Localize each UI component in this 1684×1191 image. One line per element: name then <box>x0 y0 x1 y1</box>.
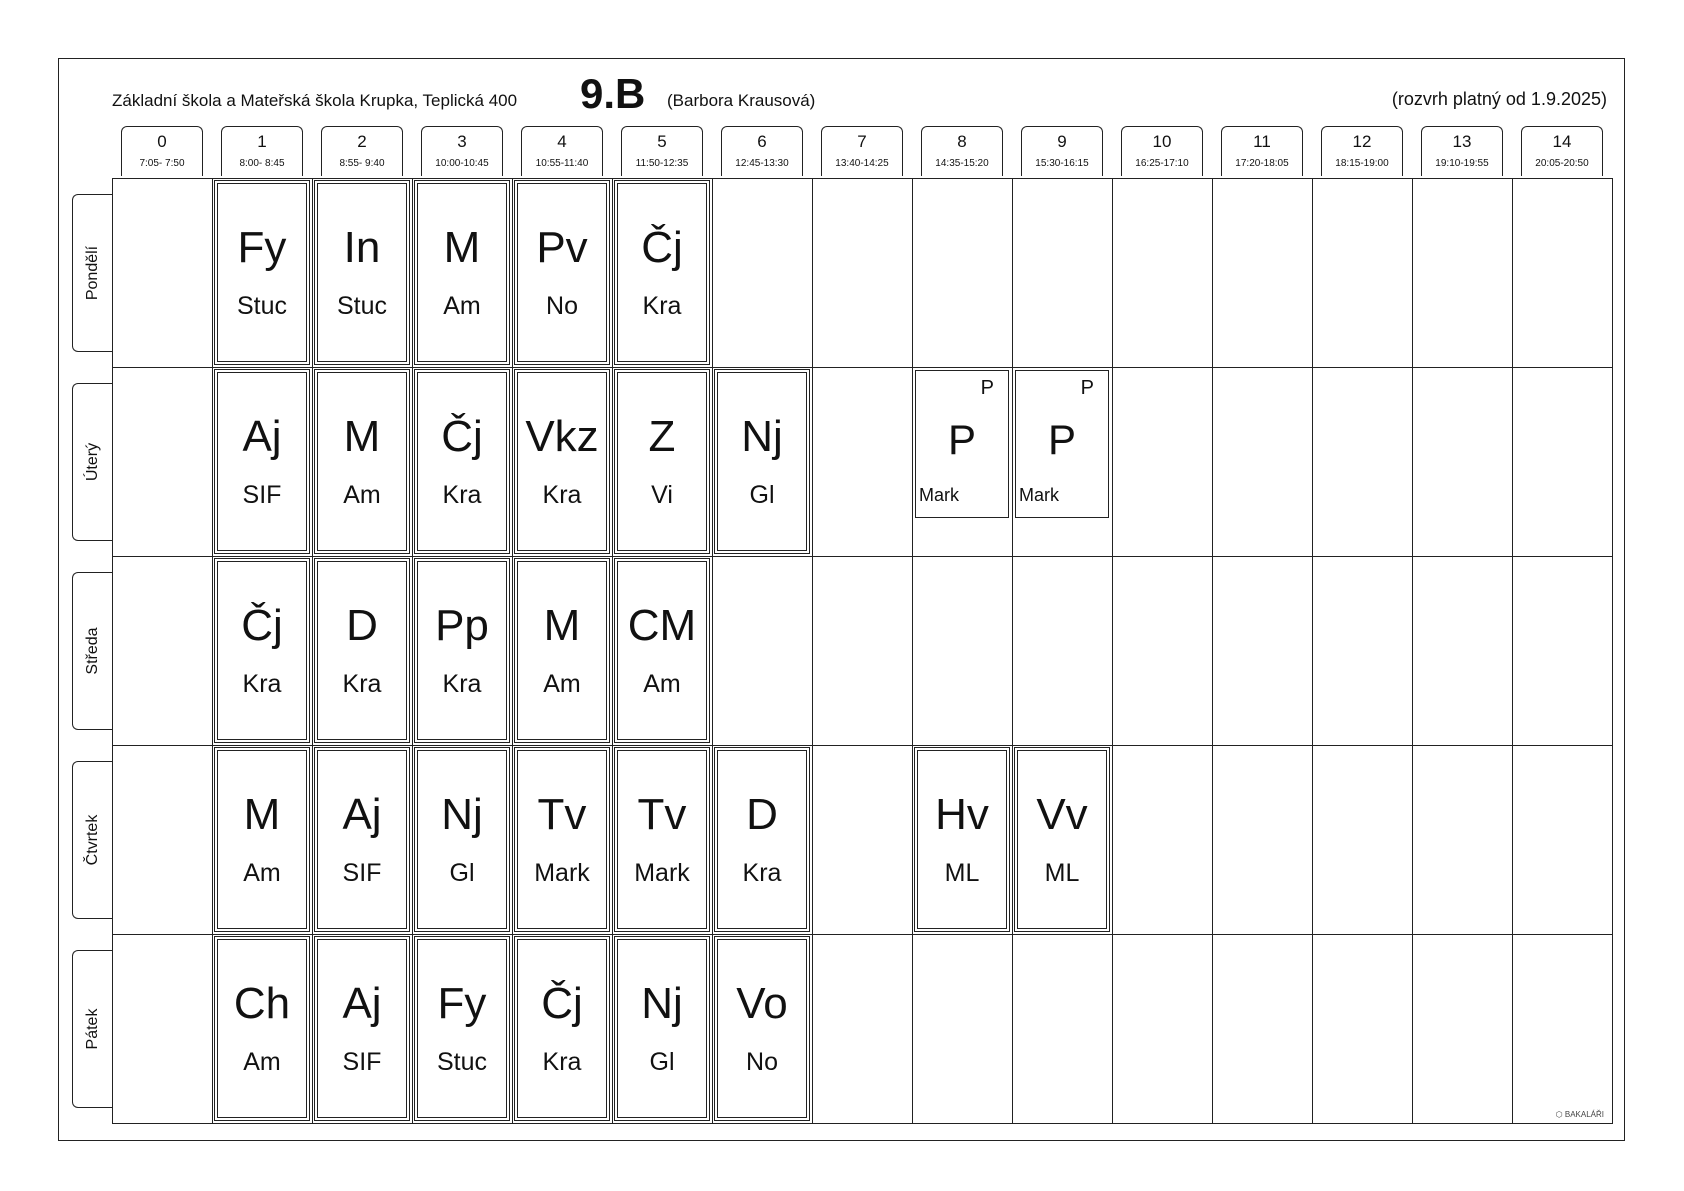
lesson-cell[interactable] <box>217 750 307 929</box>
lesson-group: P <box>980 377 994 399</box>
timetable-grid <box>112 178 1612 1124</box>
day-name: Úterý <box>83 442 101 482</box>
period-number: 9 <box>1057 132 1067 151</box>
lesson-teacher: Kra <box>442 481 482 509</box>
lesson-teacher: Am <box>543 670 581 698</box>
period-header-10 <box>1121 126 1203 176</box>
grid-row-line <box>112 934 1612 935</box>
period-time: 11:50-12:35 <box>635 158 689 169</box>
lesson-subject: Tv <box>537 790 587 839</box>
lesson-subject: Nj <box>641 979 683 1028</box>
lesson-subject: D <box>346 601 378 650</box>
period-header-3 <box>421 126 503 176</box>
grid-column-line <box>1412 178 1413 1124</box>
day-label-1 <box>72 383 112 541</box>
lesson-teacher: ML <box>1044 859 1080 887</box>
period-number: 5 <box>657 132 667 151</box>
period-header-0 <box>121 126 203 176</box>
lesson-subject: Čj <box>541 979 583 1028</box>
day-name: Pondělí <box>83 245 101 301</box>
lesson-teacher: Am <box>643 670 681 698</box>
lesson-cell[interactable] <box>417 561 507 740</box>
lesson-teacher: Kra <box>242 670 282 698</box>
lesson-cell[interactable] <box>317 750 407 929</box>
period-number: 1 <box>257 132 267 151</box>
grid-row-line <box>112 367 1612 368</box>
lesson-subject: P <box>1047 416 1076 463</box>
class-name: 9.B <box>580 70 646 117</box>
lesson-cell[interactable] <box>617 561 707 740</box>
grid-column-line <box>1512 178 1513 1124</box>
lesson-teacher: SIF <box>342 859 382 887</box>
day-label-2 <box>72 572 112 730</box>
lesson-cell[interactable] <box>417 750 507 929</box>
lesson-teacher: Kra <box>542 481 582 509</box>
period-header-9 <box>1021 126 1103 176</box>
lesson-teacher: Mark <box>919 485 959 505</box>
lesson-cell[interactable] <box>617 183 707 362</box>
grid-column-line <box>1112 178 1113 1124</box>
lesson-cell[interactable] <box>517 939 607 1118</box>
lesson-cell[interactable] <box>217 183 307 362</box>
lesson-subject: M <box>343 412 381 461</box>
lesson-teacher: Am <box>243 859 281 887</box>
lesson-teacher: Gl <box>449 859 475 887</box>
lesson-cell[interactable] <box>917 750 1007 929</box>
bakalari-logo: ⬡ BAKALÁŘI <box>1555 1110 1604 1119</box>
period-number: 10 <box>1152 132 1172 151</box>
period-time: 20:05-20:50 <box>1535 158 1589 169</box>
lesson-cell[interactable] <box>1017 750 1107 929</box>
lesson-teacher: Kra <box>642 292 682 320</box>
period-header-13 <box>1421 126 1503 176</box>
lesson-subject: Čj <box>441 412 483 461</box>
lesson-teacher: Kra <box>342 670 382 698</box>
period-header-7 <box>821 126 903 176</box>
lesson-subject: M <box>443 223 481 272</box>
lesson-cell[interactable] <box>915 370 1009 518</box>
grid-column-line <box>512 178 513 1124</box>
lesson-subject: Pv <box>536 223 588 272</box>
lesson-subject: M <box>543 601 581 650</box>
lesson-cell[interactable] <box>417 372 507 551</box>
lesson-subject: Vo <box>736 979 788 1028</box>
period-number: 14 <box>1552 132 1572 151</box>
period-time: 13:40-14:25 <box>835 158 889 169</box>
period-header-12 <box>1321 126 1403 176</box>
lesson-subject: Hv <box>935 790 989 839</box>
lesson-teacher: Stuc <box>236 292 288 320</box>
day-label-4 <box>72 950 112 1108</box>
period-time: 18:15-19:00 <box>1335 158 1389 169</box>
grid-column-line <box>112 178 113 1124</box>
lesson-subject: Nj <box>741 412 783 461</box>
lesson-cell[interactable] <box>517 372 607 551</box>
lesson-subject: Vv <box>1036 790 1088 839</box>
lesson-subject: P <box>947 416 976 463</box>
lesson-subject: Aj <box>342 790 382 839</box>
lesson-cell[interactable] <box>417 939 507 1118</box>
lesson-cell[interactable] <box>317 939 407 1118</box>
lesson-subject: Fy <box>437 979 487 1028</box>
lesson-teacher: SIF <box>342 1048 382 1076</box>
lesson-cell[interactable] <box>517 183 607 362</box>
lesson-subject: CM <box>627 601 697 650</box>
grid-row-line <box>112 178 1612 179</box>
lesson-cell[interactable] <box>517 750 607 929</box>
grid-column-line <box>1612 178 1613 1124</box>
lesson-subject: Aj <box>242 412 282 461</box>
lesson-subject: Čj <box>641 223 683 272</box>
lesson-subject: Nj <box>441 790 483 839</box>
lesson-teacher: Kra <box>442 670 482 698</box>
day-label-3 <box>72 761 112 919</box>
lesson-subject: Aj <box>342 979 382 1028</box>
lesson-teacher: Gl <box>749 481 775 509</box>
lesson-teacher: No <box>746 1048 778 1076</box>
lesson-cell[interactable] <box>217 561 307 740</box>
period-number: 11 <box>1253 132 1271 151</box>
lesson-teacher: Am <box>443 292 481 320</box>
class-teacher: (Barbora Krausová) <box>667 91 816 110</box>
period-time: 17:20-18:05 <box>1235 158 1289 169</box>
period-number: 4 <box>557 132 567 151</box>
period-time: 19:10-19:55 <box>1435 158 1489 169</box>
grid-column-line <box>1312 178 1313 1124</box>
lesson-cell[interactable] <box>317 183 407 362</box>
lesson-teacher: Kra <box>742 859 782 887</box>
grid-column-line <box>812 178 813 1124</box>
lesson-cell[interactable] <box>317 372 407 551</box>
grid-column-line <box>412 178 413 1124</box>
period-header-11 <box>1221 126 1303 176</box>
period-time: 15:30-16:15 <box>1035 158 1089 169</box>
period-number: 8 <box>957 132 967 151</box>
lesson-subject: Fy <box>237 223 287 272</box>
lesson-teacher: Kra <box>542 1048 582 1076</box>
lesson-cell[interactable] <box>417 183 507 362</box>
period-time: 8:00- 8:45 <box>239 158 285 169</box>
period-header-4 <box>521 126 603 176</box>
lesson-subject: M <box>243 790 281 839</box>
period-time: 7:05- 7:50 <box>139 158 185 169</box>
lesson-subject: Čj <box>241 601 283 650</box>
validity-date: (rozvrh platný od 1.9.2025) <box>1391 89 1607 109</box>
lesson-subject: Vkz <box>525 412 599 461</box>
lesson-subject: Pp <box>435 601 489 650</box>
lesson-group: P <box>1080 377 1094 399</box>
lesson-teacher: Gl <box>649 1048 675 1076</box>
period-number: 2 <box>357 132 367 151</box>
lesson-teacher: ML <box>944 859 980 887</box>
period-header-8 <box>921 126 1003 176</box>
lesson-cell[interactable] <box>217 372 307 551</box>
period-time: 16:25-17:10 <box>1135 158 1189 169</box>
grid-column-line <box>1012 178 1013 1124</box>
lesson-subject: Z <box>648 412 676 461</box>
lesson-teacher: Am <box>343 481 381 509</box>
lesson-cell[interactable] <box>517 561 607 740</box>
day-label-0 <box>72 194 112 352</box>
lesson-subject: In <box>343 223 381 272</box>
lesson-teacher: Stuc <box>336 292 388 320</box>
lesson-cell[interactable] <box>717 372 807 551</box>
lesson-cell[interactable] <box>617 939 707 1118</box>
lesson-cell[interactable] <box>617 750 707 929</box>
grid-column-line <box>912 178 913 1124</box>
period-time: 14:35-15:20 <box>935 158 989 169</box>
lesson-cell[interactable] <box>217 939 307 1118</box>
grid-row-line <box>112 556 1612 557</box>
period-number: 12 <box>1352 132 1372 151</box>
period-time: 10:00-10:45 <box>435 158 489 169</box>
lesson-teacher: SIF <box>242 481 282 509</box>
lesson-teacher: No <box>546 292 578 320</box>
day-name: Pátek <box>83 1008 101 1050</box>
grid-column-line <box>712 178 713 1124</box>
day-name: Středa <box>83 627 101 675</box>
period-number: 0 <box>157 132 167 151</box>
lesson-subject: Tv <box>637 790 687 839</box>
grid-column-line <box>312 178 313 1124</box>
period-time: 10:55-11:40 <box>535 158 589 169</box>
lesson-cell[interactable] <box>317 561 407 740</box>
grid-row-line <box>112 1123 1612 1124</box>
lesson-cell[interactable] <box>1015 370 1109 518</box>
lesson-teacher: Mark <box>634 859 690 887</box>
period-number: 3 <box>457 132 467 151</box>
grid-column-line <box>612 178 613 1124</box>
lesson-teacher: Am <box>243 1048 281 1076</box>
period-number: 13 <box>1452 132 1472 151</box>
lesson-teacher: Mark <box>1019 485 1059 505</box>
period-header-14 <box>1521 126 1603 176</box>
lesson-teacher: Vi <box>651 481 673 509</box>
lesson-cell[interactable] <box>717 750 807 929</box>
period-number: 7 <box>857 132 867 151</box>
lesson-cell[interactable] <box>617 372 707 551</box>
period-time: 8:55- 9:40 <box>339 158 385 169</box>
school-name: Základní škola a Mateřská škola Krupka, Teplická 400 <box>112 91 518 110</box>
grid-row-line <box>112 745 1612 746</box>
grid-column-line <box>1212 178 1213 1124</box>
period-time: 12:45-13:30 <box>735 158 789 169</box>
period-header-6 <box>721 126 803 176</box>
period-header-2 <box>321 126 403 176</box>
grid-column-line <box>212 178 213 1124</box>
lesson-teacher: Stuc <box>436 1048 488 1076</box>
period-header-5 <box>621 126 703 176</box>
lesson-teacher: Mark <box>534 859 590 887</box>
day-name: Čtvrtek <box>83 814 101 866</box>
period-header-1 <box>221 126 303 176</box>
lesson-subject: Ch <box>233 979 291 1028</box>
period-number: 6 <box>757 132 767 151</box>
lesson-cell[interactable] <box>717 939 807 1118</box>
lesson-subject: D <box>746 790 778 839</box>
